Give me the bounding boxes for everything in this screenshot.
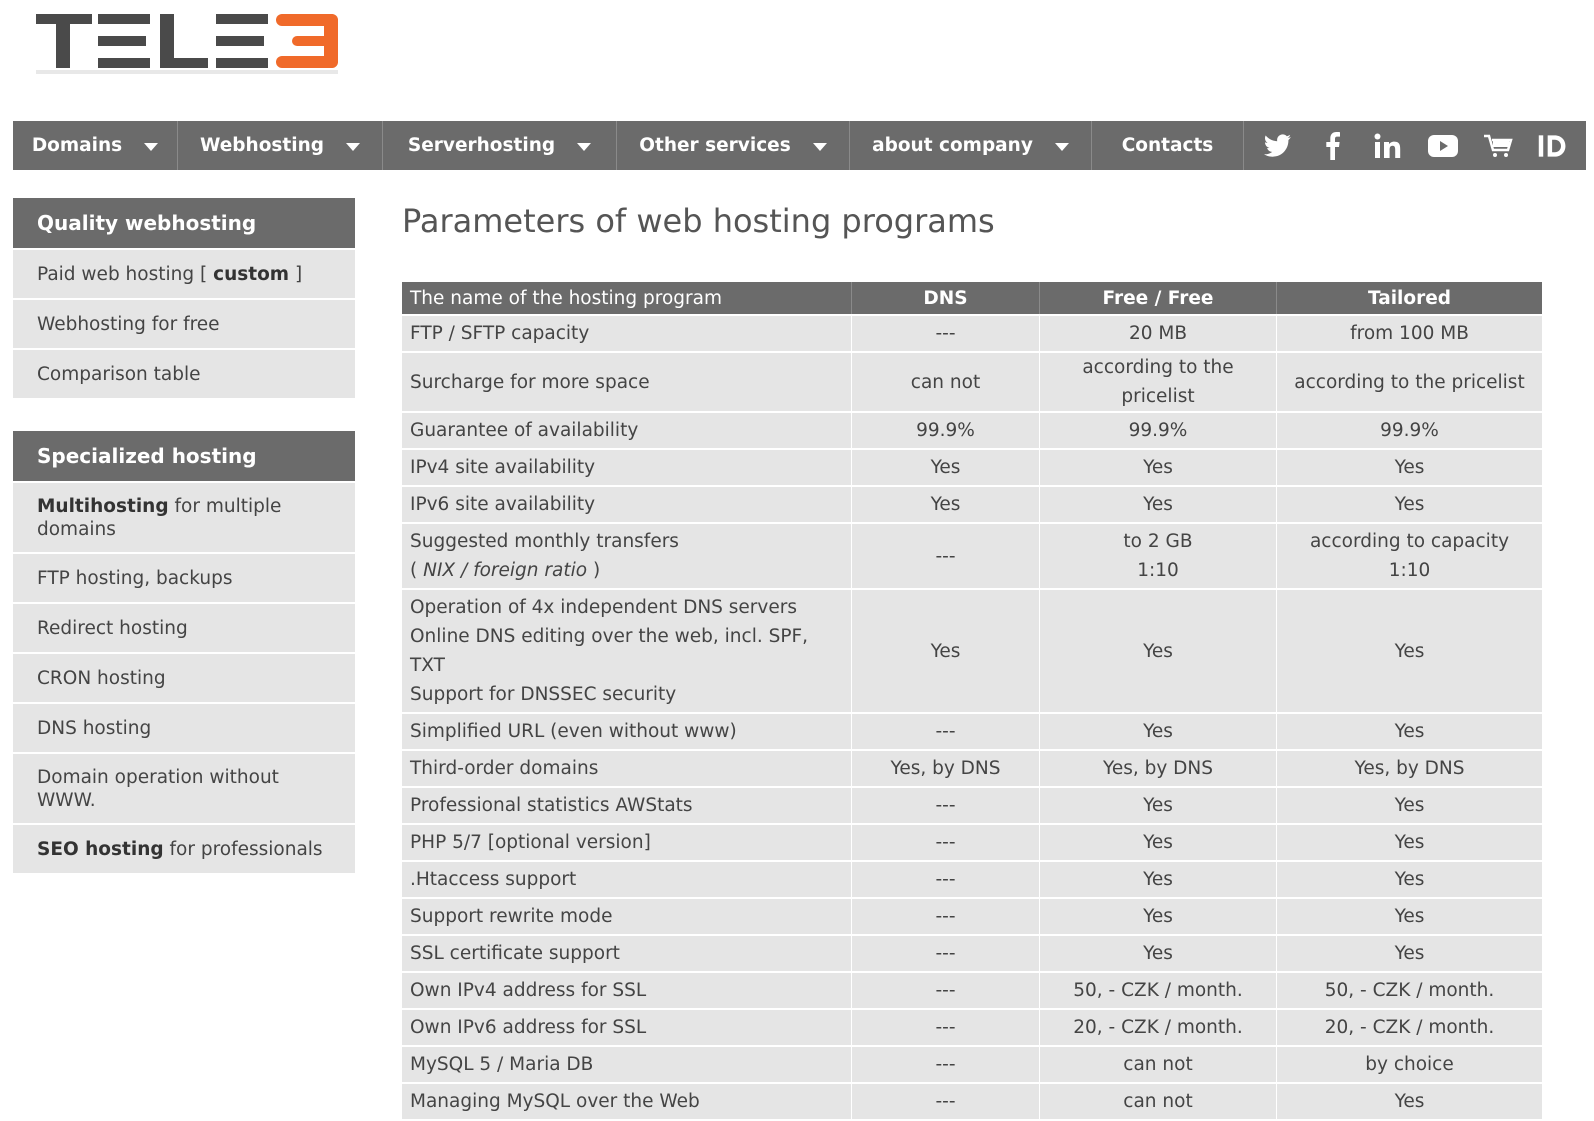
row-label: Simplified URL (even without www): [402, 714, 852, 749]
paid-hosting-bold: custom: [213, 263, 290, 285]
table-row: [402, 1047, 1542, 1082]
cell-free-line2: 1:10: [1137, 560, 1179, 581]
row-label: [402, 590, 852, 712]
cell-free: 50, - CZK / month.: [1040, 973, 1277, 1008]
chevron-down-icon: [1055, 143, 1069, 151]
table-row: [402, 316, 1542, 351]
chevron-down-icon: [144, 143, 158, 151]
cell-dns: ---: [852, 524, 1040, 588]
table-row: [402, 788, 1542, 823]
nav-about-company[interactable]: [850, 121, 1092, 170]
multihosting-rest: for multiple domains: [37, 495, 282, 540]
cell-tailored: Yes, by DNS: [1277, 751, 1542, 786]
paid-hosting-suffix: ]: [294, 263, 303, 285]
cell-dns: ---: [852, 788, 1040, 823]
row-label: MySQL 5 / Maria DB: [402, 1047, 852, 1082]
nav-other-services-label: Other services: [639, 135, 791, 156]
cell-tailored: Yes: [1277, 825, 1542, 860]
sidebar-item-ftp[interactable]: [13, 554, 355, 602]
cell-free: Yes: [1040, 450, 1277, 485]
cell-free: Yes: [1040, 825, 1277, 860]
row-label: PHP 5/7 [optional version]: [402, 825, 852, 860]
cell-tailored: Yes: [1277, 899, 1542, 934]
cell-free: Yes, by DNS: [1040, 751, 1277, 786]
row-label-line3: Support for DNSSEC security: [410, 684, 677, 705]
nav-contacts[interactable]: [1092, 121, 1244, 170]
cell-dns: ---: [852, 936, 1040, 971]
cart-icon[interactable]: [1482, 130, 1514, 162]
chevron-down-icon: [346, 143, 360, 151]
multihosting-label: [37, 495, 331, 541]
cell-dns: can not: [852, 353, 1040, 411]
row-label: Support rewrite mode: [402, 899, 852, 934]
table-row: [402, 751, 1542, 786]
cell-tailored: Yes: [1277, 450, 1542, 485]
cell-tailored: Yes: [1277, 862, 1542, 897]
cell-tailored: 20, - CZK / month.: [1277, 1010, 1542, 1045]
sidebar-item-domain-operation[interactable]: [13, 754, 355, 823]
sidebar-item-paid-hosting[interactable]: [13, 250, 355, 298]
domain-operation-label: Domain operation without WWW.: [37, 766, 279, 811]
sidebar-item-free-hosting[interactable]: [13, 300, 355, 348]
cell-tailored: Yes: [1277, 788, 1542, 823]
cell-dns: Yes: [852, 590, 1040, 712]
header-dns: DNS: [852, 282, 1040, 314]
cell-dns: Yes: [852, 487, 1040, 522]
table-row: [402, 714, 1542, 749]
linkedin-icon[interactable]: [1372, 130, 1404, 162]
row-label: Third-order domains: [402, 751, 852, 786]
table-row: [402, 936, 1542, 971]
nav-webhosting[interactable]: [178, 121, 383, 170]
row-label: Guarantee of availability: [402, 413, 852, 448]
row-label: Professional statistics AWStats: [402, 788, 852, 823]
cell-tailored: 99.9%: [1277, 413, 1542, 448]
cell-dns: ---: [852, 1010, 1040, 1045]
cell-dns: ---: [852, 316, 1040, 351]
nav-webhosting-label: Webhosting: [199, 135, 325, 156]
main-nav: [13, 121, 1586, 170]
cell-tailored: Yes: [1277, 487, 1542, 522]
header-program-name: The name of the hosting program: [402, 282, 852, 314]
nav-domains-label: Domains: [31, 135, 123, 156]
row-label: Managing MySQL over the Web: [402, 1084, 852, 1119]
row-label: [402, 524, 852, 588]
table-row: [402, 413, 1542, 448]
paren-close: ): [592, 560, 601, 581]
facebook-icon[interactable]: [1317, 130, 1349, 162]
row-label: Own IPv4 address for SSL: [402, 973, 852, 1008]
nix-ratio-label: NIX / foreign ratio: [423, 560, 588, 581]
cell-dns: ---: [852, 862, 1040, 897]
cell-free: 20, - CZK / month.: [1040, 1010, 1277, 1045]
cell-free: can not: [1040, 1084, 1277, 1119]
cell-tailored: 50, - CZK / month.: [1277, 973, 1542, 1008]
cell-free-line1: to 2 GB: [1123, 531, 1193, 552]
row-label: Surcharge for more space: [402, 353, 852, 411]
table-row: [402, 450, 1542, 485]
cell-free: 99.9%: [1040, 413, 1277, 448]
cell-free: [1040, 524, 1277, 588]
cell-tailored: Yes: [1277, 1084, 1542, 1119]
cell-free: Yes: [1040, 714, 1277, 749]
youtube-icon[interactable]: [1427, 130, 1459, 162]
cell-free: Yes: [1040, 862, 1277, 897]
table-row: [402, 353, 1542, 411]
cell-free: according to the pricelist: [1040, 353, 1277, 411]
table-row: [402, 487, 1542, 522]
sidebar-item-multihosting[interactable]: [13, 483, 355, 552]
row-label: SSL certificate support: [402, 936, 852, 971]
cell-free: 20 MB: [1040, 316, 1277, 351]
table-row: [402, 1084, 1542, 1119]
sidebar-item-seo[interactable]: [13, 825, 355, 873]
row-label: IPv6 site availability: [402, 487, 852, 522]
seo-rest: for professionals: [169, 838, 323, 860]
ftp-label: FTP hosting, backups: [37, 567, 233, 589]
sidebar-specialized: [13, 431, 355, 873]
cell-dns: Yes: [852, 450, 1040, 485]
sidebar-quality: [13, 198, 355, 398]
cell-tailored: Yes: [1277, 590, 1542, 712]
row-label: IPv4 site availability: [402, 450, 852, 485]
sidebar-item-redirect[interactable]: [13, 604, 355, 652]
cell-dns: ---: [852, 1084, 1040, 1119]
row-label-line1: Suggested monthly transfers: [410, 531, 679, 552]
row-label: FTP / SFTP capacity: [402, 316, 852, 351]
cell-free: Yes: [1040, 788, 1277, 823]
sidebar-specialized-title: Specialized hosting: [13, 431, 355, 481]
cell-free: Yes: [1040, 936, 1277, 971]
row-label-line2: [410, 556, 843, 585]
nav-serverhosting[interactable]: [383, 121, 617, 170]
cell-dns: ---: [852, 714, 1040, 749]
free-hosting-label: Webhosting for free: [37, 313, 220, 335]
page-title: Parameters of web hosting programs: [402, 202, 995, 240]
nav-other-services[interactable]: [617, 121, 850, 170]
nav-about-company-label: about company: [872, 135, 1033, 156]
id-icon[interactable]: [1537, 130, 1569, 162]
cron-label: CRON hosting: [37, 667, 166, 689]
cell-dns: ---: [852, 825, 1040, 860]
header-tailored: Tailored: [1277, 282, 1542, 314]
sidebar-quality-title: Quality webhosting: [13, 198, 355, 248]
cell-tailored-line2: 1:10: [1388, 560, 1431, 581]
cell-dns: ---: [852, 1047, 1040, 1082]
row-label-line2: Online DNS editing over the web, incl. SPF, TXT: [410, 626, 809, 676]
sidebar-item-comparison[interactable]: [13, 350, 355, 398]
cell-free: Yes: [1040, 590, 1277, 712]
cell-free: Yes: [1040, 899, 1277, 934]
cell-tailored-line1: according to capacity: [1309, 531, 1510, 552]
multihosting-bold: Multihosting: [37, 495, 169, 517]
table-row: [402, 825, 1542, 860]
site-logo[interactable]: [36, 10, 346, 74]
table-header-row: [402, 282, 1542, 314]
table-row: [402, 899, 1542, 934]
twitter-icon[interactable]: [1262, 130, 1294, 162]
row-label: .Htaccess support: [402, 862, 852, 897]
hosting-parameters-table: [402, 280, 1542, 1121]
redirect-label: Redirect hosting: [37, 617, 188, 639]
comparison-label: Comparison table: [37, 363, 201, 385]
cell-tailored: from 100 MB: [1277, 316, 1542, 351]
table-row: [402, 973, 1542, 1008]
cell-free: can not: [1040, 1047, 1277, 1082]
chevron-down-icon: [577, 143, 591, 151]
paren-open: (: [410, 560, 418, 581]
social-links: [1244, 121, 1586, 170]
cell-tailored: by choice: [1277, 1047, 1542, 1082]
table-row: [402, 590, 1542, 712]
seo-bold: SEO hosting: [37, 838, 164, 860]
table-row: [402, 524, 1542, 588]
seo-label: [37, 838, 323, 861]
cell-dns: 99.9%: [852, 413, 1040, 448]
cell-tailored: Yes: [1277, 714, 1542, 749]
row-label: Own IPv6 address for SSL: [402, 1010, 852, 1045]
cell-dns: Yes, by DNS: [852, 751, 1040, 786]
nav-contacts-label: Contacts: [1121, 135, 1214, 156]
cell-dns: ---: [852, 973, 1040, 1008]
sidebar-item-cron[interactable]: [13, 654, 355, 702]
table-row: [402, 1010, 1542, 1045]
row-label-line1: Operation of 4x independent DNS servers: [410, 597, 797, 618]
nav-serverhosting-label: Serverhosting: [407, 135, 556, 156]
chevron-down-icon: [813, 143, 827, 151]
paid-hosting-label: [37, 263, 302, 286]
cell-dns: ---: [852, 899, 1040, 934]
table-row: [402, 862, 1542, 897]
paid-hosting-prefix: Paid web hosting [: [37, 263, 208, 285]
header-free: Free / Free: [1040, 282, 1277, 314]
cell-free: Yes: [1040, 487, 1277, 522]
nav-domains[interactable]: [13, 121, 178, 170]
dns-label: DNS hosting: [37, 717, 152, 739]
sidebar-item-dns[interactable]: [13, 704, 355, 752]
cell-tailored: according to the pricelist: [1277, 353, 1542, 411]
cell-tailored: [1277, 524, 1542, 588]
cell-tailored: Yes: [1277, 936, 1542, 971]
